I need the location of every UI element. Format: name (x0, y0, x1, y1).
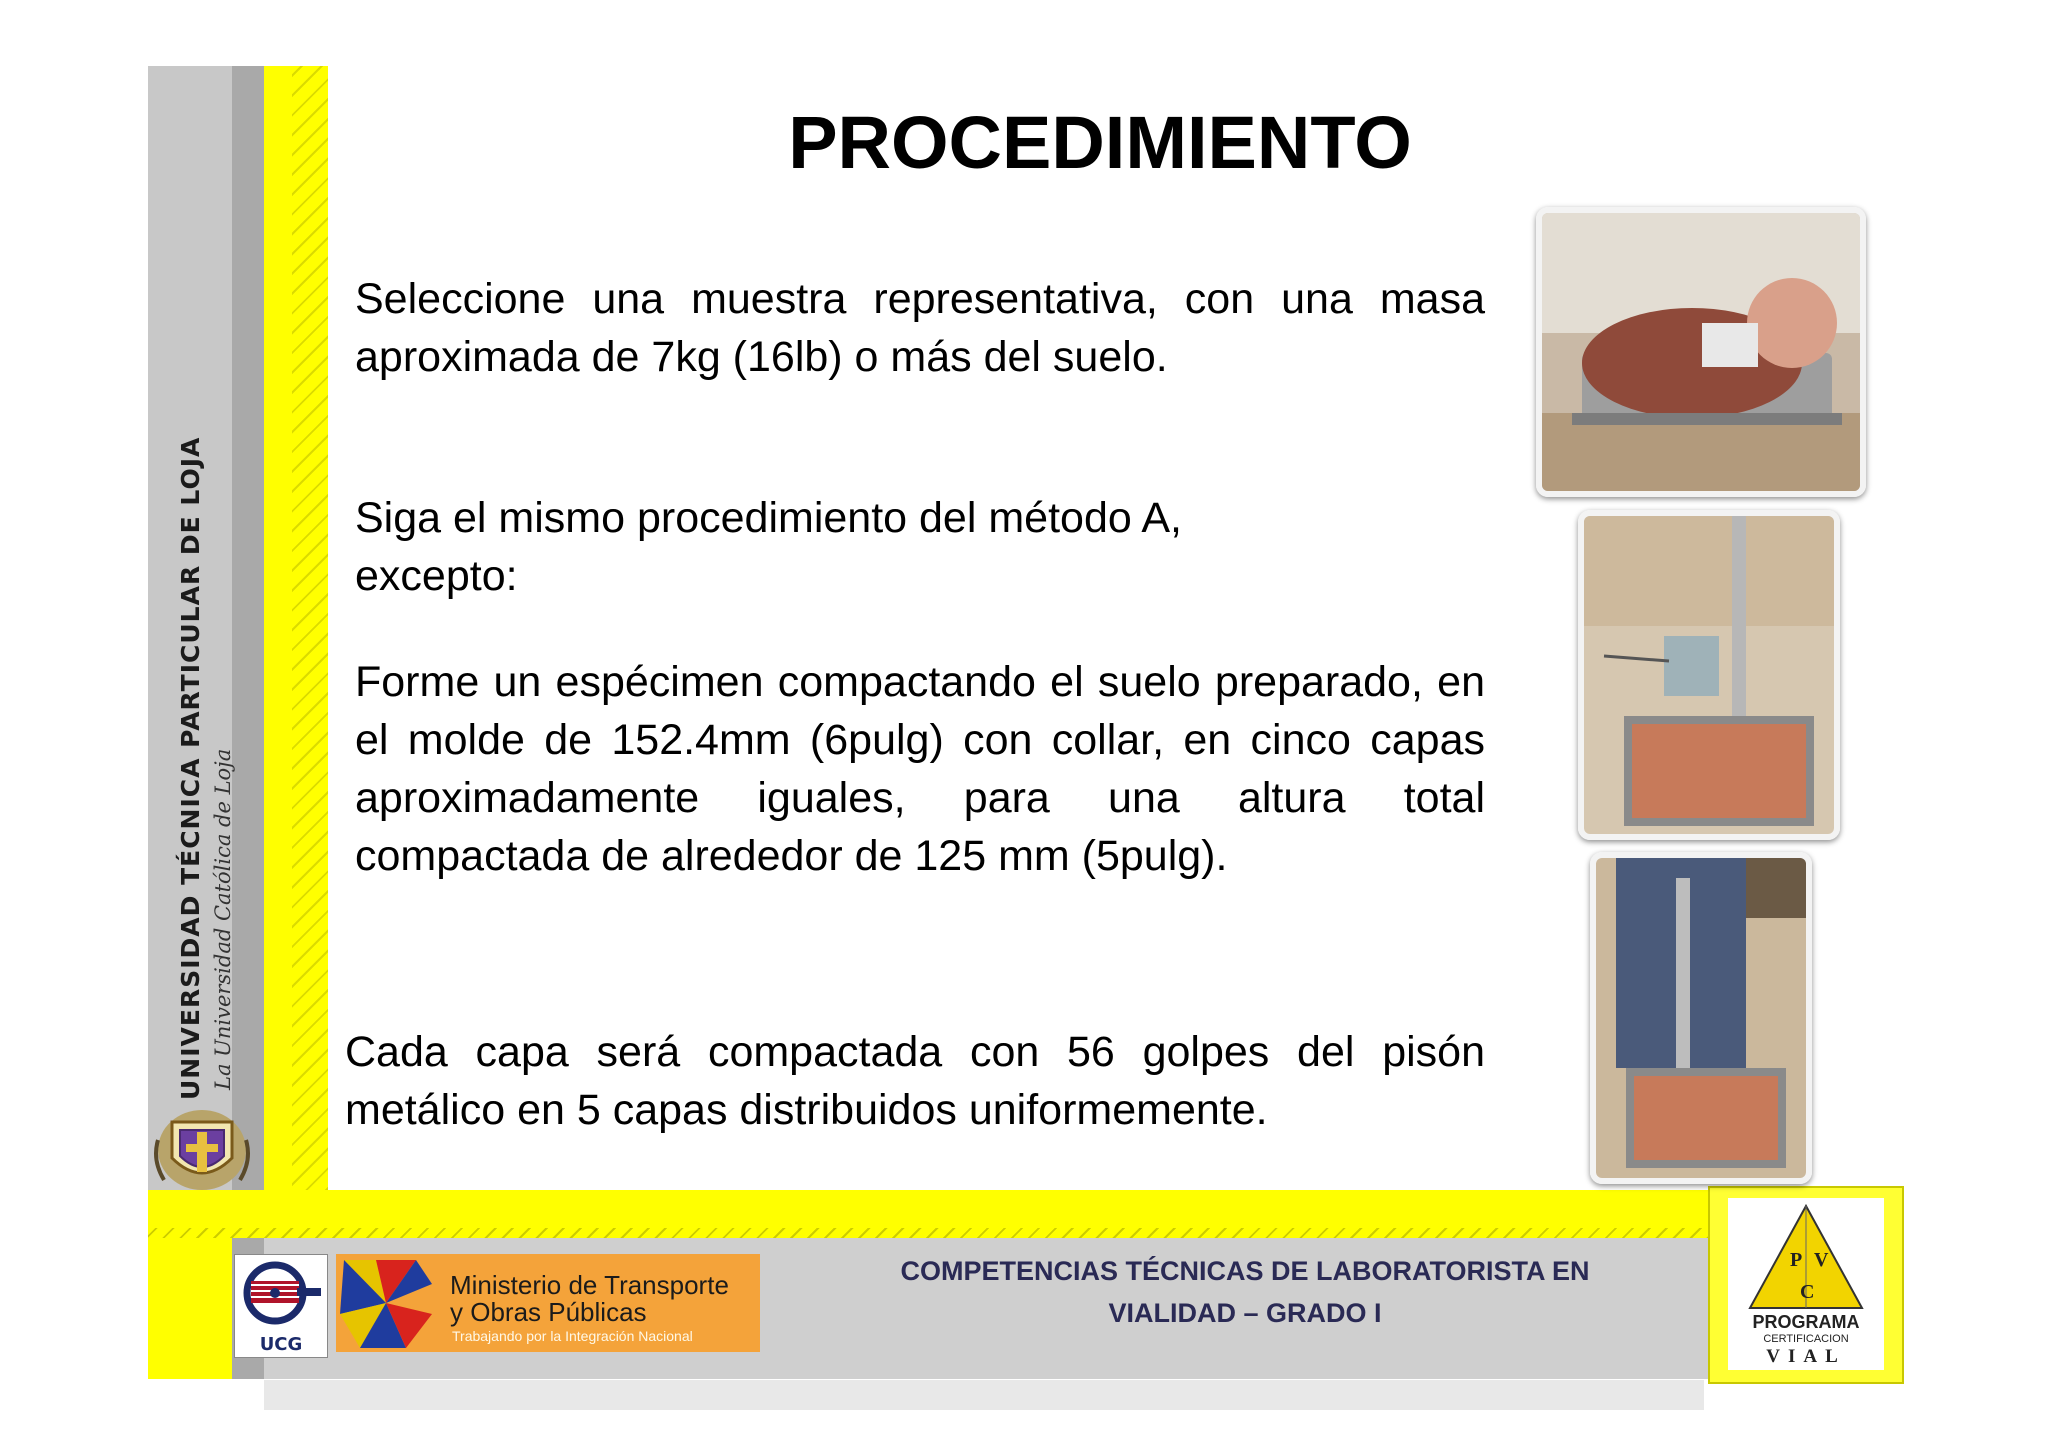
university-vertical-label (176, 437, 235, 1100)
ucg-label: UCG (259, 1334, 303, 1355)
university-tagline: La Universidad Católica de Loja (211, 748, 235, 1090)
course-title-line1: COMPETENCIAS TÉCNICAS DE LABORATORISTA EN (900, 1256, 1590, 1286)
pcv-label-certificacion: CERTIFICACION (1763, 1333, 1849, 1345)
paragraph-compaction-blows: Cada capa será compactada con 56 golpes del pisón metálico en 5 capas distribuidos uniformemente. (345, 1028, 1485, 1134)
footer-bottom-strip (264, 1380, 1704, 1410)
ministry-name-line1: Ministerio de Transporte (450, 1270, 729, 1300)
page-title: PROCEDIMIENTO (788, 101, 1412, 184)
photo-compaction-mold (1578, 510, 1840, 840)
pcv-letter-c: C (1800, 1281, 1815, 1303)
footer-band-pattern (148, 1228, 1708, 1238)
paragraph-specimen-forming: Forme un espécimen compactando el suelo preparado, en el molde de 152.4mm (6pulg) con collar, en cinco capas aproximadamente iguales, para una altura total compactada de alrededor de 125 mm (5pulg). (355, 658, 1485, 880)
sidebar-band-pattern (292, 66, 328, 1194)
paragraph-method-reference: Siga el mismo procedimiento del método A, excepto: (355, 494, 1182, 600)
ministry-name-line2: y Obras Públicas (450, 1297, 647, 1327)
ministry-emblem-icon (336, 1254, 436, 1352)
photo-rammer-compaction (1590, 852, 1812, 1184)
ministry-slogan: Trabajando por la Integración Nacional (452, 1328, 693, 1344)
pcv-label-programa: PROGRAMA (1752, 1312, 1860, 1332)
footer-corner-yellow (148, 1238, 232, 1379)
paragraph-sample-selection: Seleccione una muestra representativa, con una masa aproximada de 7kg (16lb) o más del suelo. (355, 275, 1485, 381)
pcv-letter-v: V (1814, 1249, 1829, 1271)
pcv-triangle-icon (1728, 1198, 1884, 1310)
pcv-label-vial: VIAL (1766, 1346, 1846, 1367)
course-title-line2: VIALIDAD – GRADO I (1108, 1298, 1382, 1328)
pcv-letter-p: P (1790, 1249, 1803, 1271)
ucg-logo (234, 1254, 328, 1358)
photo-soil-sample-tray (1536, 207, 1866, 497)
university-name: UNIVERSIDAD TÉCNICA PARTICULAR DE LOJA (176, 436, 205, 1100)
ucg-emblem-icon (235, 1255, 327, 1331)
university-crest-icon (150, 1100, 258, 1195)
